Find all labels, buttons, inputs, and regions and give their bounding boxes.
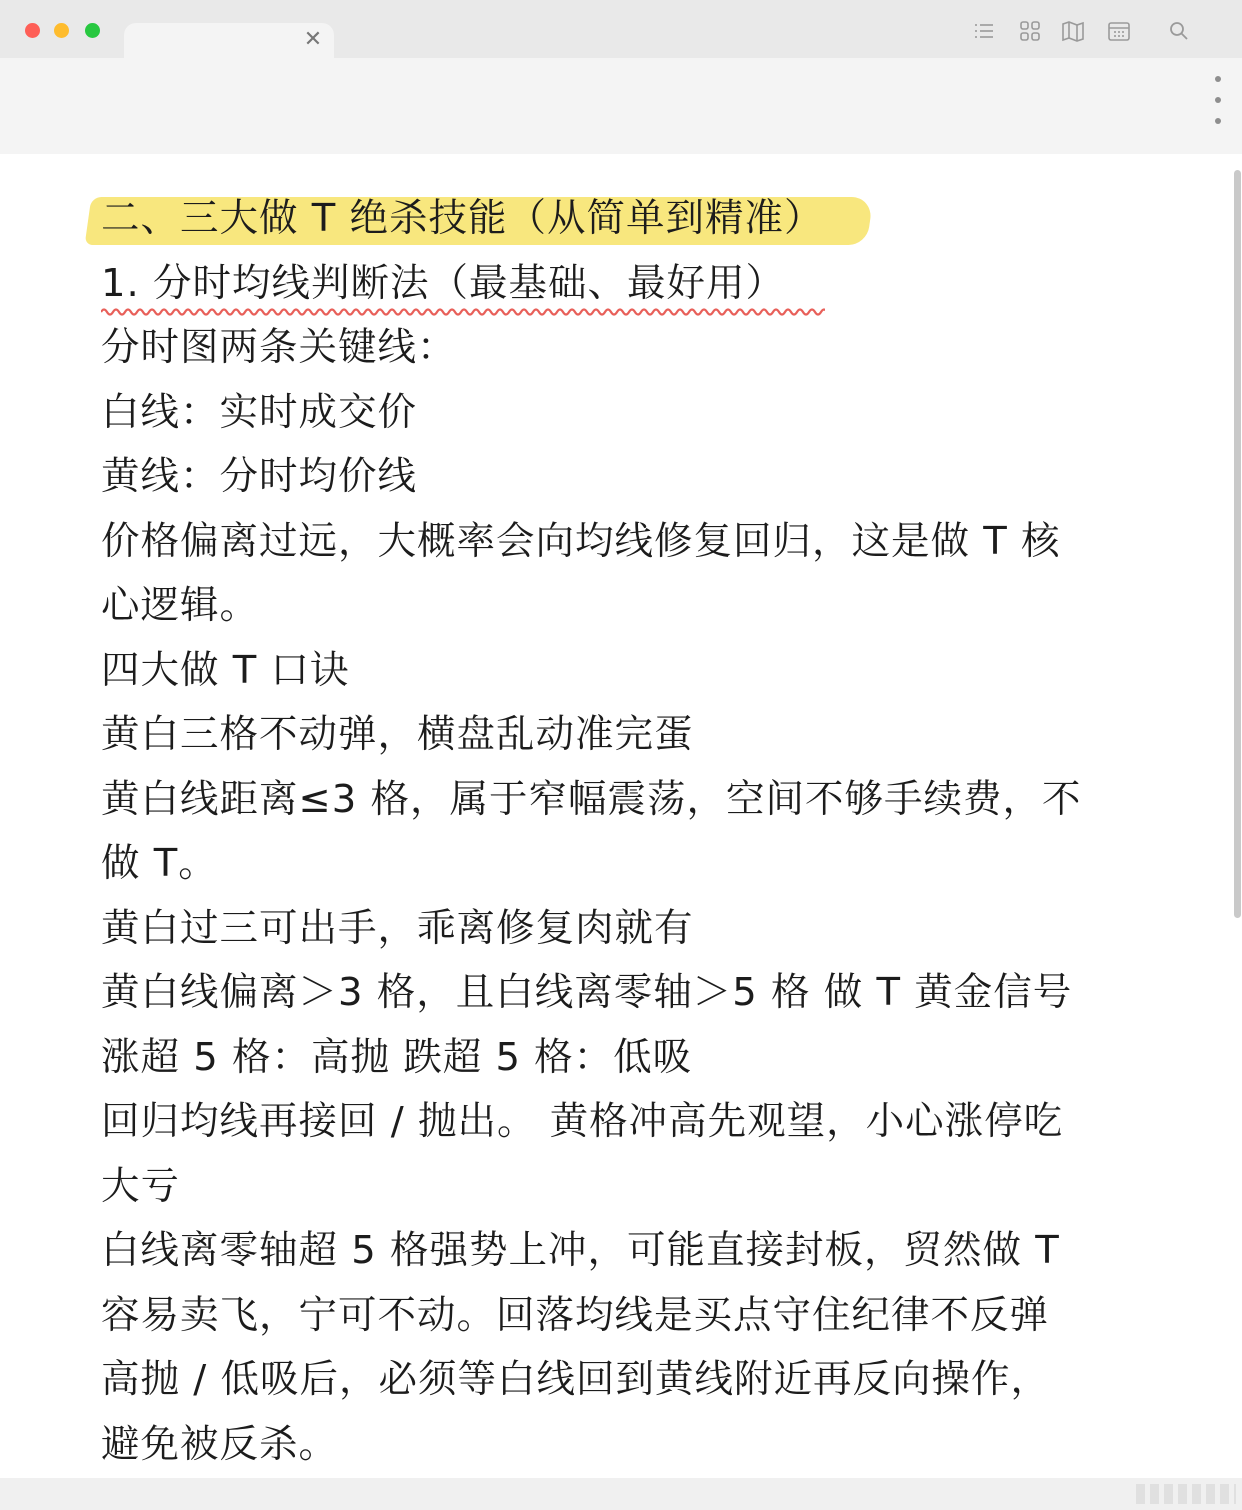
text-line: 黄线：分时均价线 (101, 454, 418, 499)
text-line: 心逻辑。 (101, 583, 260, 628)
calendar-icon[interactable] (1106, 18, 1132, 44)
text-line: 黄白线偏离＞3 格，且白线离零轴＞5 格 做 T 黄金信号 (101, 970, 1073, 1015)
more-options-icon[interactable] (1208, 76, 1228, 134)
list-icon[interactable] (971, 18, 997, 44)
text-line: 白线：实时成交价 (101, 390, 418, 435)
spellcheck-underline (101, 306, 825, 318)
text-line: 分时图两条关键线： (101, 325, 457, 370)
text-line: 黄白线距离≤3 格，属于窄幅震荡，空间不够手续费，不 (101, 777, 1082, 822)
search-icon[interactable] (1166, 18, 1192, 44)
text-line: 价格偏离过远，大概率会向均线修复回归，这是做 T 核 (101, 519, 1061, 564)
vertical-scrollbar[interactable] (1234, 170, 1241, 918)
text-line: 容易卖飞，宁可不动。回落均线是买点守住纪律不反弹 (101, 1293, 1050, 1338)
text-line: 避免被反杀。 (101, 1422, 339, 1467)
subsection-heading: 1. 分时均线判断法（最基础、最好用） (101, 261, 785, 306)
map-icon[interactable] (1060, 18, 1086, 44)
text-line: 黄白过三可出手，乖离修复肉就有 (101, 906, 694, 951)
text-line: 做 T。 (101, 841, 218, 886)
maximize-window-button[interactable] (85, 23, 100, 38)
grid-icon[interactable] (1017, 18, 1043, 44)
title-bar (0, 0, 1242, 58)
text-line: 高抛 / 低吸后，必须等白线回到黄线附近再反向操作， (101, 1357, 1050, 1402)
text-line: 白线离零轴超 5 格强势上冲，可能直接封板，贸然做 T (101, 1228, 1060, 1273)
text-line: 涨超 5 格：高抛 跌超 5 格：低吸 (101, 1035, 693, 1080)
tab-close-icon[interactable]: ✕ (303, 27, 323, 52)
text-line: 黄白三格不动弹，横盘乱动准完蛋 (101, 712, 694, 757)
text-line: 四大做 T 口诀 (101, 648, 350, 693)
browser-tab[interactable] (124, 23, 334, 59)
section-heading: 二、三大做 T 绝杀技能（从简单到精准） (101, 196, 824, 241)
minimize-window-button[interactable] (54, 23, 69, 38)
text-line: 回归均线再接回 / 抛出。 黄格冲高先观望，小心涨停吃 (101, 1099, 1064, 1144)
watermark (1136, 1484, 1236, 1504)
bottom-bar (0, 1478, 1242, 1510)
close-window-button[interactable] (25, 23, 40, 38)
text-line: 大亏 (101, 1164, 181, 1209)
toolbar-area (0, 58, 1242, 154)
